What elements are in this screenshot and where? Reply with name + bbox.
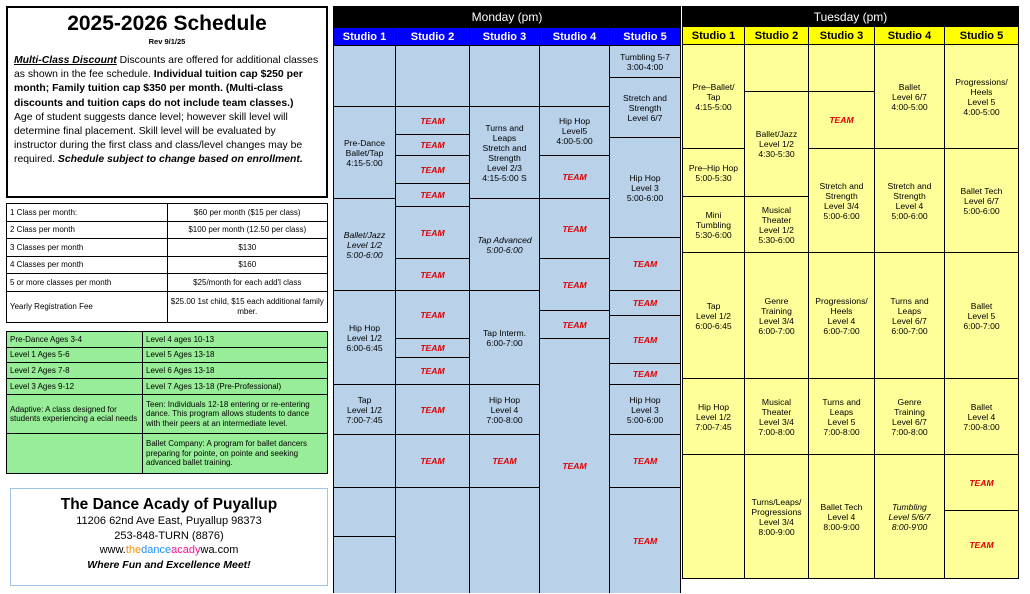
monday-schedule	[333, 6, 681, 593]
empty-slot	[683, 455, 744, 578]
class-cell: Pre–Hip Hop 5:00-5:30	[683, 149, 744, 197]
team-class-cell: TEAM	[610, 435, 680, 488]
team-class-cell: TEAM	[396, 207, 469, 259]
team-class-cell: TEAM	[809, 92, 874, 149]
tuesday-studio-5-header: Studio 5	[945, 27, 1018, 45]
placement-paragraph	[14, 111, 320, 168]
monday-studio-2-column	[396, 46, 470, 593]
level-right: Teen: Individuals 12-18 entering or re-entering dance. This program allows students to dance with their peers at an intermediate level.	[143, 394, 328, 434]
class-cell: Musical Theater Level 1/2 5:30-6:00	[745, 197, 808, 253]
tuesday-studio-header	[683, 27, 1018, 45]
tuesday-studio-1-header: Studio 1	[683, 27, 745, 45]
fee-label: Yearly Registration Fee	[7, 291, 168, 322]
level-left: Adaptive: A class designed for students experiencing a ecial needs	[7, 394, 143, 434]
team-class-cell: TEAM	[945, 455, 1018, 511]
monday-studio-4-column	[540, 46, 610, 593]
fee-label: 4 Classes per month	[7, 256, 168, 274]
fee-label: 2 Class per month	[7, 221, 168, 239]
monday-studio-2-header: Studio 2	[396, 28, 470, 46]
level-right: Level 5 Ages 13-18	[143, 347, 328, 363]
level-left: Pre-Dance Ages 3-4	[7, 332, 143, 348]
class-cell: Ballet/Jazz Level 1/2 5:00-6:00	[334, 199, 395, 291]
discount-paragraph	[14, 54, 320, 111]
class-cell: Turns and Leaps Level 5 7:00-8:00	[809, 379, 874, 455]
web-acady: acady	[171, 544, 201, 556]
schedule-info-box	[6, 6, 328, 198]
team-class-cell: TEAM	[396, 156, 469, 184]
class-cell: Progressions/ Heels Level 5 4:00-5:00	[945, 45, 1018, 149]
discount-caps-text: Individual tuition cap $250 per month; Family tuition cap $350 per month. (Multi-class discounts and tuition caps do not include team classes.)	[14, 69, 303, 109]
class-cell: Hip Hop Level 1/2 6:00-6:45	[334, 291, 395, 385]
team-class-cell: TEAM	[610, 291, 680, 316]
team-class-cell: TEAM	[610, 364, 680, 385]
class-cell: Hip Hop Level5 4:00-5:00	[540, 107, 609, 156]
class-cell: Tap Interm. 6:00-7:00	[470, 291, 539, 385]
team-class-cell: TEAM	[540, 259, 609, 311]
discount-text: Discounts are offered for additional classes as shown in the fee schedule.	[14, 55, 319, 81]
class-cell: Hip Hop Level 3 5:00-6:00	[610, 138, 680, 238]
tuesday-columns	[683, 45, 1018, 578]
web-suffix: wa.com	[200, 544, 239, 556]
level-right: Level 6 Ages 13-18	[143, 363, 328, 379]
team-class-cell: TEAM	[610, 488, 680, 593]
fee-amount: $25.00 1st child, $15 each additional family mber.	[167, 291, 328, 322]
monday-title: Monday (pm)	[334, 7, 680, 28]
class-cell: Ballet Level 6/7 4:00-5:00	[875, 45, 944, 149]
class-cell: Mini Tumbling 5:30-6:00	[683, 197, 744, 253]
class-cell: Ballet Tech Level 6/7 5:00-6:00	[945, 149, 1018, 253]
fee-row	[7, 256, 328, 274]
fee-amount: $130	[167, 239, 328, 257]
monday-studio-3-column	[470, 46, 540, 593]
empty-slot	[470, 46, 539, 107]
monday-studio-5-header: Studio 5	[610, 28, 680, 46]
level-left: Level 1 Ages 5-6	[7, 347, 143, 363]
fee-amount: $60 per month ($15 per class)	[167, 204, 328, 222]
class-cell: Genre Training Level 3/4 6:00-7:00	[745, 253, 808, 379]
team-class-cell: TEAM	[396, 135, 469, 156]
class-cell: Stretch and Strength Level 6/7	[610, 78, 680, 138]
team-class-cell: TEAM	[396, 107, 469, 135]
empty-slot	[540, 46, 609, 107]
class-cell: Pre–Ballet/ Tap 4:15-5:00	[683, 45, 744, 149]
class-cell: Ballet/Jazz Level 1/2 4:30-5:30	[745, 92, 808, 197]
team-class-cell: TEAM	[396, 358, 469, 385]
fee-row	[7, 274, 328, 292]
revision-date: Rev 9/1/25	[148, 37, 186, 46]
class-cell: Turns and Leaps Level 6/7 6:00-7:00	[875, 253, 944, 379]
monday-studio-header	[334, 28, 680, 46]
empty-slot	[334, 537, 395, 593]
class-cell: Ballet Level 4 7:00-8:00	[945, 379, 1018, 455]
class-cell: Stretch and Strength Level 3/4 5:00-6:00	[809, 149, 874, 253]
page-title: 2025-2026 Schedule	[67, 12, 267, 35]
team-class-cell: TEAM	[396, 259, 469, 291]
studio-name: The Dance Acady of Puyallup	[60, 496, 278, 513]
level-right: Level 4 ages 10-13	[143, 332, 328, 348]
fee-row	[7, 239, 328, 257]
class-cell: Ballet Level 5 6:00-7:00	[945, 253, 1018, 379]
empty-slot	[334, 488, 395, 537]
class-cell: Hip Hop Level 3 5:00-6:00	[610, 385, 680, 435]
fee-label: 3 Classes per month	[7, 239, 168, 257]
fee-label: 5 or more classes per month	[7, 274, 168, 292]
class-cell: Pre-Dance Ballet/Tap 4:15-5:00	[334, 107, 395, 199]
class-cell: Hip Hop Level 4 7:00-8:00	[470, 385, 539, 435]
level-row	[7, 363, 328, 379]
monday-studio-5-column	[610, 46, 680, 593]
team-class-cell: TEAM	[396, 291, 469, 339]
tuesday-studio-2-header: Studio 2	[745, 27, 809, 45]
team-class-cell: TEAM	[396, 385, 469, 435]
fee-amount: $160	[167, 256, 328, 274]
tuesday-studio-1-column	[683, 45, 745, 578]
empty-slot	[470, 488, 539, 593]
monday-studio-1-column	[334, 46, 396, 593]
class-cell: Musical Theater Level 3/4 7:00-8:00	[745, 379, 808, 455]
level-left: Level 2 Ages 7-8	[7, 363, 143, 379]
fee-row	[7, 291, 328, 322]
team-class-cell: TEAM	[540, 311, 609, 339]
tuesday-studio-4-column	[875, 45, 945, 578]
class-cell: Genre Training Level 6/7 7:00-8:00	[875, 379, 944, 455]
contact-box	[10, 488, 328, 586]
monday-studio-3-header: Studio 3	[470, 28, 540, 46]
class-cell: Tap Level 1/2 6:00-6:45	[683, 253, 744, 379]
web-dance: dance	[141, 544, 172, 556]
tuesday-studio-3-header: Studio 3	[809, 27, 875, 45]
monday-studio-4-header: Studio 4	[540, 28, 610, 46]
empty-slot	[396, 488, 469, 593]
class-cell: Turns/Leaps/ Progressions Level 3/4 8:00-9:00	[745, 455, 808, 578]
fee-amount: $25/month for each add'l class	[167, 274, 328, 292]
level-table	[6, 331, 328, 474]
class-cell: Ballet Tech Level 4 8:00-9:00	[809, 455, 874, 578]
level-row	[7, 347, 328, 363]
tuesday-schedule	[682, 6, 1019, 579]
tuesday-studio-4-header: Studio 4	[875, 27, 945, 45]
monday-studio-1-header: Studio 1	[334, 28, 396, 46]
empty-slot	[809, 45, 874, 92]
web-prefix: www.	[99, 544, 126, 556]
tuesday-studio-3-column	[809, 45, 875, 578]
level-row	[7, 379, 328, 395]
studio-phone: 253-848-TURN (8876)	[114, 529, 224, 542]
tuesday-studio-2-column	[745, 45, 809, 578]
class-cell: Tumbling Level 5/6/7 8:00-9'00	[875, 455, 944, 578]
class-cell: Turns and Leaps Stretch and Strength Level 2/3 4:15-5:00 S	[470, 107, 539, 199]
tuesday-title: Tuesday (pm)	[683, 7, 1018, 27]
class-cell: Tumbling 5-7 3:00-4:00	[610, 46, 680, 78]
team-class-cell: TEAM	[396, 184, 469, 207]
empty-slot	[745, 45, 808, 92]
level-row	[7, 394, 328, 434]
class-cell: Tap Level 1/2 7:00-7:45	[334, 385, 395, 435]
discount-label: Multi-Class Discount	[14, 55, 117, 66]
fee-amount: $100 per month (12.50 per class)	[167, 221, 328, 239]
team-class-cell: TEAM	[396, 339, 469, 358]
class-cell: Hip Hop Level 1/2 7:00-7:45	[683, 379, 744, 455]
monday-columns	[334, 46, 680, 593]
team-class-cell: TEAM	[470, 435, 539, 488]
team-class-cell: TEAM	[396, 435, 469, 488]
class-cell: Stretch and Strength Level 4 5:00-6:00	[875, 149, 944, 253]
studio-tagline: Where Fun and Excellence Meet!	[87, 558, 251, 571]
fee-table	[6, 203, 328, 323]
change-note: Schedule subject to change based on enrollment.	[57, 154, 303, 166]
level-left	[7, 434, 143, 474]
level-row	[7, 434, 328, 474]
fee-row	[7, 204, 328, 222]
studio-website-link[interactable]	[11, 543, 327, 558]
web-the: the	[125, 544, 142, 556]
fee-label: 1 Class per month:	[7, 204, 168, 222]
empty-slot	[334, 435, 395, 488]
team-class-cell: TEAM	[945, 511, 1018, 578]
level-left: Level 3 Ages 9-12	[7, 379, 143, 395]
class-cell: Tap Advanced 5:00-6:00	[470, 199, 539, 291]
team-class-cell: TEAM	[610, 316, 680, 364]
team-class-cell: TEAM	[610, 238, 680, 291]
empty-slot	[396, 46, 469, 107]
team-class-cell: TEAM	[540, 339, 609, 593]
team-class-cell: TEAM	[540, 156, 609, 199]
level-right: Level 7 Ages 13-18 (Pre-Professional)	[143, 379, 328, 395]
team-class-cell: TEAM	[540, 199, 609, 259]
tuesday-studio-5-column	[945, 45, 1018, 578]
fee-row	[7, 221, 328, 239]
level-row	[7, 332, 328, 348]
class-cell: Progressions/ Heels Level 4 6:00-7:00	[809, 253, 874, 379]
placement-text: Age of student suggests dance level; however skill level will determine final placement. Skill level will be evaluated by instructor during the first class and class/level changes may be required.	[14, 111, 303, 166]
studio-address: 11206 62nd Ave East, Puyallup 98373	[76, 515, 262, 527]
level-right: Ballet Company: A program for ballet dancers preparing for pointe, on pointe and seeking advanced ballet training.	[143, 434, 328, 474]
empty-slot	[334, 46, 395, 107]
